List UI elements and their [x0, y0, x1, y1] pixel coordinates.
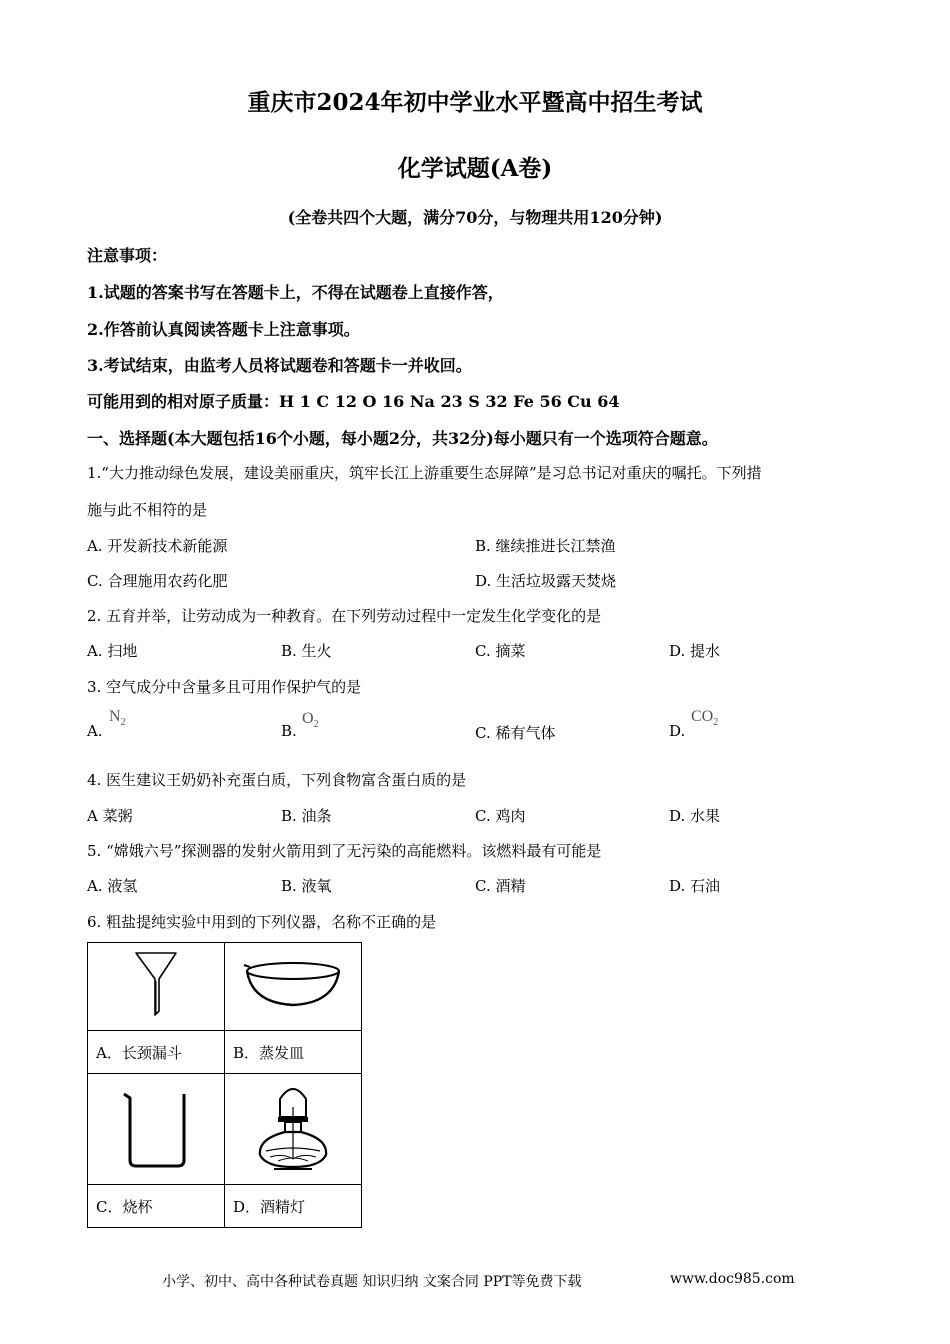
option-a: A. 液氢: [87, 877, 138, 895]
instrument-cell-d: [225, 1074, 362, 1185]
instrument-cell-a: [88, 943, 225, 1031]
option-a: A 菜粥: [87, 807, 133, 825]
instrument-label-a: A．长颈漏斗: [88, 1031, 225, 1074]
question-stem: 2. 五育并举，让劳动成为一种教育。在下列劳动过程中一定发生化学变化的是: [87, 607, 602, 625]
note-item: 1.试题的答案书写在答题卡上，不得在试题卷上直接作答，: [87, 283, 504, 302]
option-b-formula: $O_2$: [302, 710, 319, 731]
option-a-label: A.: [87, 722, 103, 740]
option-b: B. 继续推进长江禁渔: [475, 537, 616, 555]
instrument-cell-b: [225, 943, 362, 1031]
instrument-label-d: D．酒精灯: [225, 1185, 362, 1228]
atomic-mass-line: 可能用到的相对原子质量：H 1 C 12 O 16 Na 23 S 32 Fe 56 Cu 64: [87, 392, 620, 411]
option-d-label: D.: [669, 722, 686, 740]
question-stem: 5. “嫦娥六号”探测器的发射火箭用到了无污染的高能燃料。该燃料最有可能是: [87, 842, 602, 860]
note-item: 2.作答前认真阅读答题卡上注意事项。: [87, 320, 360, 339]
option-b-label: B.: [281, 722, 297, 740]
alcohol-lamp-icon: [248, 1077, 338, 1177]
instrument-label-c: C．烧杯: [88, 1185, 225, 1228]
exam-subtitle: (全卷共四个大题，满分70分，与物理共用120分钟): [287, 208, 663, 227]
footer-url[interactable]: www.doc985.com: [670, 1271, 795, 1287]
option-a: A. 扫地: [87, 642, 138, 660]
notes-heading: 注意事项：: [87, 246, 168, 265]
question-stem: 4. 医生建议王奶奶补充蛋白质，下列食物富含蛋白质的是: [87, 771, 467, 789]
option-d: D. 石油: [669, 877, 721, 895]
instrument-label-b: B．蒸发皿: [225, 1031, 362, 1074]
option-c: C. 稀有气体: [475, 724, 556, 742]
option-d: D. 生活垃圾露天焚烧: [475, 572, 617, 590]
option-b: B. 油条: [281, 807, 332, 825]
option-c: C. 酒精: [475, 877, 526, 895]
beaker-icon: [116, 1082, 196, 1172]
option-d-formula: $CO_2$: [691, 708, 719, 729]
option-c: C. 合理施用农药化肥: [87, 572, 228, 590]
footer-text: 小学、初中、高中各种试卷真题 知识归纳 文案合同 PPT等免费下载: [162, 1274, 582, 1290]
question-stem: 6. 粗盐提纯实验中用到的下列仪器，名称不正确的是: [87, 913, 437, 931]
option-d: D. 提水: [669, 642, 721, 660]
instrument-cell-c: [88, 1074, 225, 1185]
evaporating-dish-icon: [238, 955, 348, 1015]
option-c: C. 摘菜: [475, 642, 526, 660]
option-a: A. 开发新技术新能源: [87, 537, 228, 555]
funnel-icon: [126, 945, 186, 1025]
instrument-table: [87, 942, 362, 1228]
question-stem: 施与此不相符的是: [87, 501, 208, 519]
option-c: C. 鸡肉: [475, 807, 526, 825]
option-a-formula: $N_2$: [109, 708, 126, 729]
question-stem: 3. 空气成分中含量多且可用作保护气的是: [87, 678, 362, 696]
option-d: D. 水果: [669, 807, 721, 825]
exam-subject-title: 化学试题(A卷): [397, 155, 553, 182]
option-b: B. 液氧: [281, 877, 332, 895]
question-stem: 1.“大力推动绿色发展，建设美丽重庆，筑牢长江上游重要生态屏障”是习总书记对重庆的嘱托。下列措: [87, 464, 762, 482]
section-heading: 一、选择题(本大题包括16个小题，每小题2分，共32分)每小题只有一个选项符合题意。: [87, 429, 718, 448]
option-b: B. 生火: [281, 642, 332, 660]
note-item: 3.考试结束，由监考人员将试题卷和答题卡一并收回。: [87, 356, 472, 375]
exam-title: 重庆市2024年初中学业水平暨高中招生考试: [247, 89, 703, 116]
